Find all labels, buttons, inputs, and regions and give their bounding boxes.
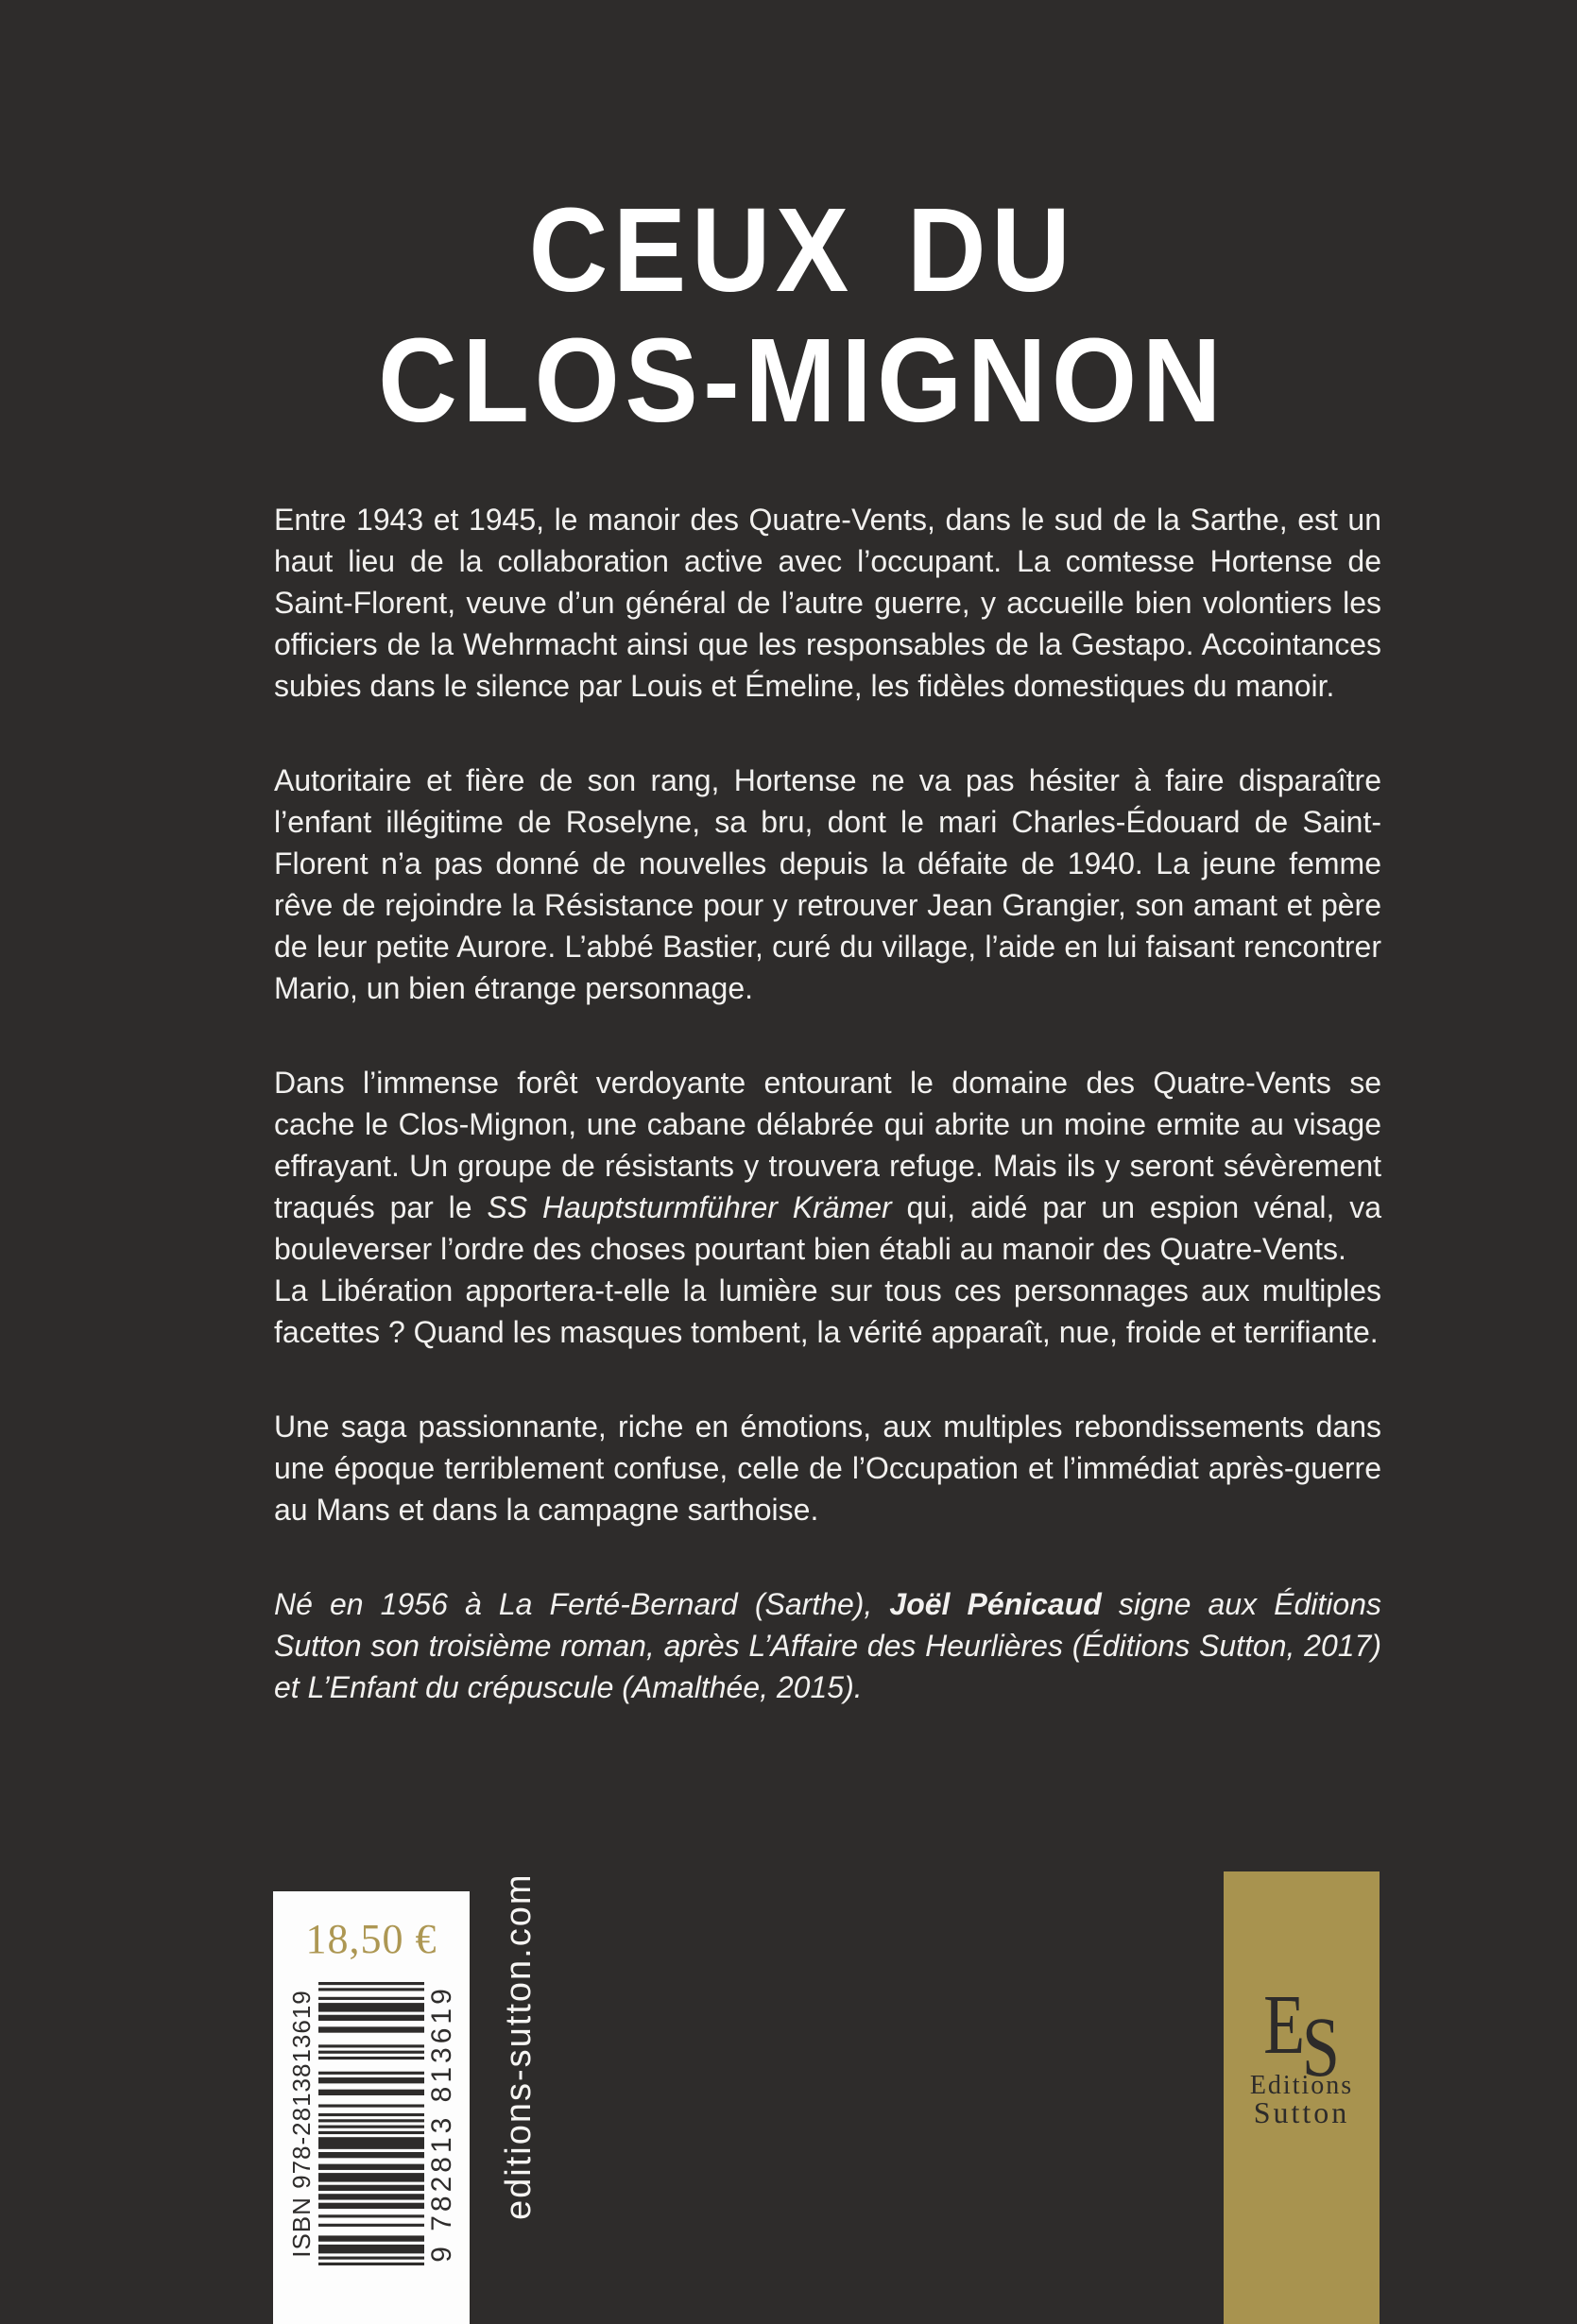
synopsis-paragraph-2: Autoritaire et fière de son rang, Hortense ne va pas hésiter à faire disparaître l’enfant illégitime de Roselyne, sa bru, dont le mari Charles-Édouard de Saint-Florent n’a pas donné de nouvelles depuis la défaite de 1940. La jeune femme rêve de rejoindre la Résistance pour y retrouver Jean Grangier, son amant et père de leur petite Aurore. L’abbé Bastier, curé du village, l’aide en lui faisant rencontrer Mario, un bien étrange personnage.	[274, 763, 1381, 1005]
barcode-bars-icon	[318, 1982, 424, 2265]
monogram-letter-e: E	[1263, 1978, 1306, 2072]
author-bio: Né en 1956 à La Ferté-Bernard (Sarthe), Joël Pénicaud signe aux Éditions Sutton son troisième roman, après L’Affaire des Heurlières (Éditions Sutton, 2017) et L’Enfant du crépuscule (Amalthée, 2015).	[274, 1587, 1382, 1704]
synopsis	[274, 499, 1381, 1708]
synopsis-paragraph-5: Une saga passionnante, riche en émotions, aux multiples rebondissements dans une époque terriblement confuse, celle de l’Occupation et l’immédiat après-guerre au Mans et dans la campagne sarthoise.	[274, 1410, 1381, 1527]
synopsis-paragraph-3: Dans l’immense forêt verdoyante entourant le domaine des Quatre-Vents se cache le Clos-Mignon, une cabane délabrée qui abrite un moine ermite au visage effrayant. Un groupe de résistants y trouvera refuge. Mais ils y seront sévèrement traqués par le SS Hauptsturmführer Krämer qui, aidé par un espion vénal, va bouleverser l’ordre des choses pourtant bien établi au manoir des Quatre-Vents.	[274, 1066, 1382, 1266]
publisher-website: editions-sutton.com	[499, 1872, 539, 2220]
book-title-line-1: CEUX DU	[528, 183, 1076, 316]
isbn-label: ISBN 978-2813813619	[287, 1990, 316, 2258]
publisher-logo-block	[1224, 1871, 1380, 2324]
publisher-name-line-2: Sutton	[1253, 2095, 1350, 2129]
synopsis-paragraph-1: Entre 1943 et 1945, le manoir des Quatre-Vents, dans le sud de la Sarthe, est un haut lieu de la collaboration active avec l’occupant. La comtesse Hortense de Saint-Florent, veuve d’un général de l’autre guerre, y accueille bien volontiers les officiers de la Wehrmacht ainsi que les responsables de la Gestapo. Accointances subies dans le silence par Louis et Émeline, les fidèles domestiques du manoir.	[274, 503, 1381, 703]
publisher-name-line-1: Editions	[1249, 2071, 1354, 2100]
barcode-digits: 9 782813 813619	[426, 1985, 457, 2263]
monogram-letter-s: S	[1301, 2001, 1340, 2094]
synopsis-paragraph-4: La Libération apportera-t-elle la lumière sur tous ces personnages aux multiples facettes ? Quand les masques tombent, la vérité apparaît, nue, froide et terrifiante.	[274, 1273, 1381, 1349]
book-title	[221, 185, 1383, 446]
price-label: 18,50 €	[305, 1916, 437, 1962]
barcode	[287, 1982, 459, 2265]
book-title-line-2: CLOS-MIGNON	[378, 314, 1226, 447]
